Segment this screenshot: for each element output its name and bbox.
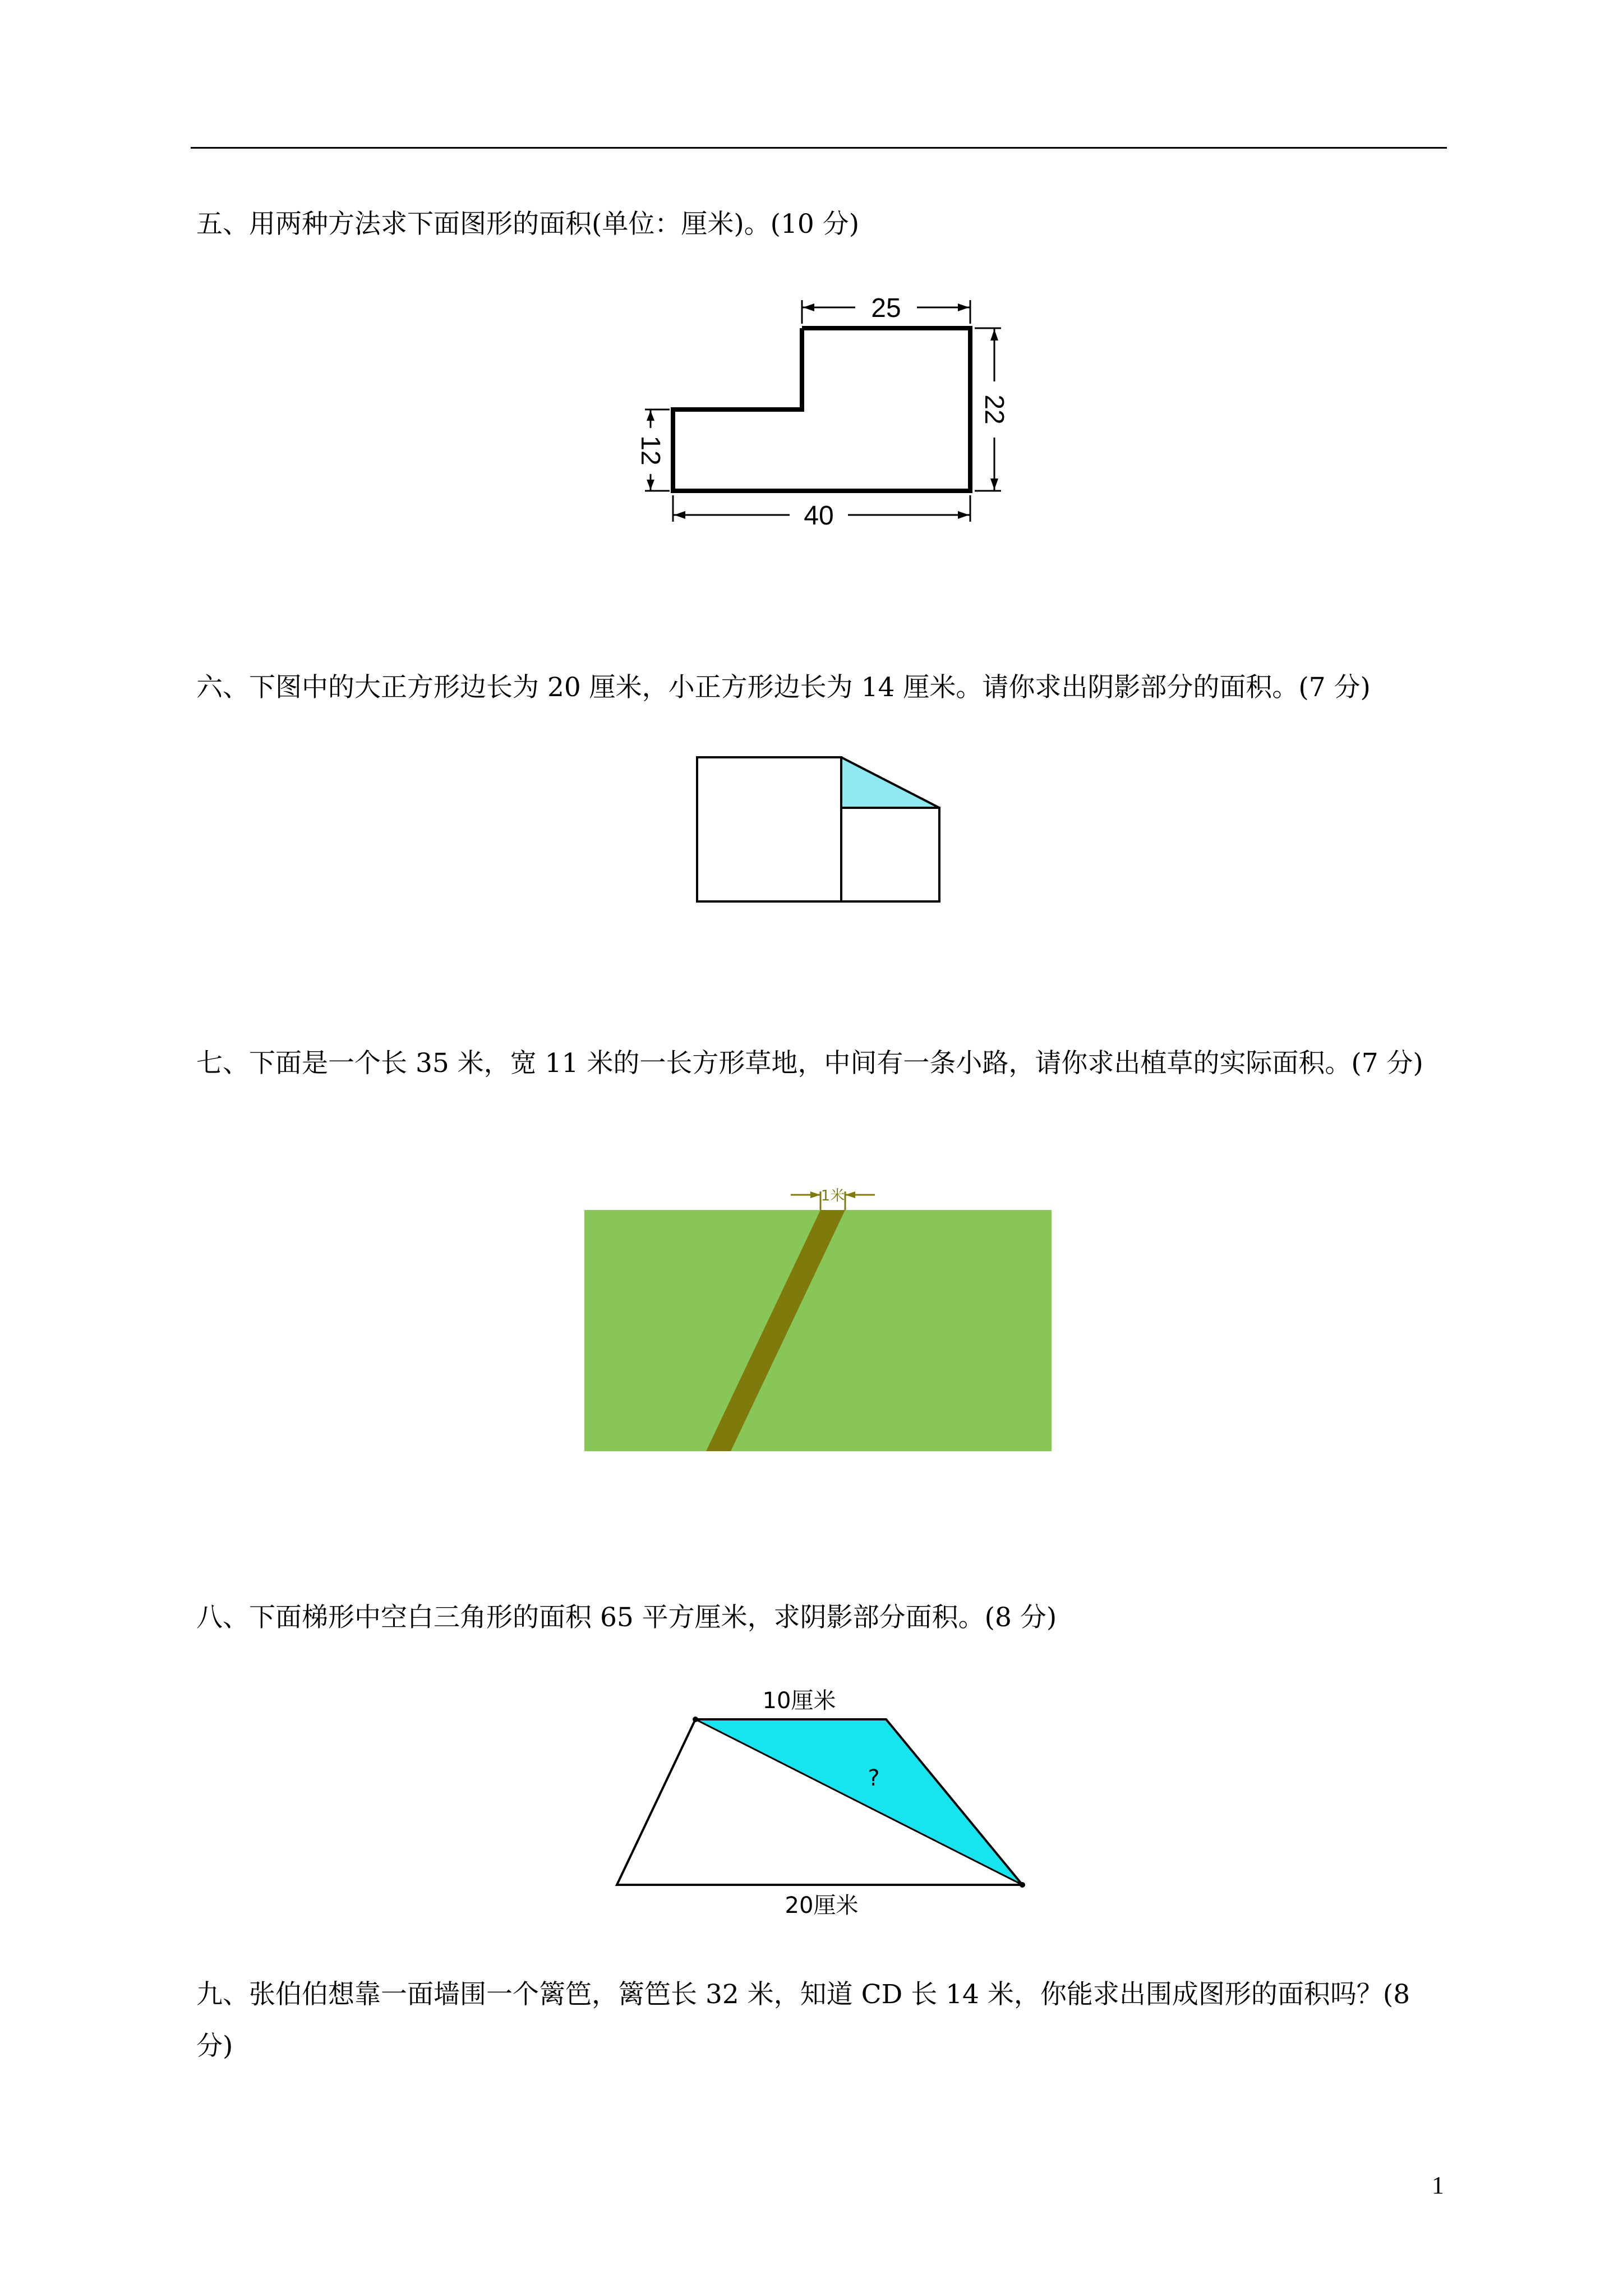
- squares-figure: [690, 752, 948, 914]
- shaded-area-label: ?: [868, 1765, 880, 1791]
- question-6: 六、下图中的大正方形边长为 20 厘米，小正方形边长为 14 厘米。请你求出阴影部分的面积。(7 分): [196, 672, 1371, 703]
- trapezoid-figure: [606, 1680, 1043, 1921]
- path-width-label: 1米: [820, 1188, 845, 1204]
- page-number: 1: [1432, 2171, 1444, 2199]
- question-5: 五、用两种方法求下面图形的面积(单位：厘米)。(10 分): [196, 209, 860, 240]
- bottom-base-label: 20厘米: [785, 1893, 859, 1918]
- dim-right-label: 22: [979, 394, 1009, 425]
- l-shape-figure: [617, 283, 1009, 541]
- header-rule: [191, 147, 1447, 149]
- question-9: 九、张伯伯想靠一面墙围一个篱笆，篱笆长 32 米，知道 CD 长 14 米，你能求出围成图形的面积吗？(8 分): [196, 1979, 1410, 2062]
- question-7: 七、下面是一个长 35 米，宽 11 米的一长方形草地，中间有一条小路，请你求出植草的实际面积。(7 分): [196, 1048, 1423, 1079]
- large-square: [697, 757, 841, 901]
- lawn-figure: [578, 1172, 1054, 1464]
- question-8: 八、下面梯形中空白三角形的面积 65 平方厘米，求阴影部分面积。(8 分): [196, 1602, 1057, 1633]
- dim-bottom-label: 40: [804, 501, 834, 531]
- l-shape-outline: [673, 328, 970, 491]
- top-base-label: 10厘米: [762, 1688, 836, 1714]
- small-square: [841, 808, 939, 901]
- dim-top-label: 25: [871, 293, 901, 323]
- dim-left-label: 12: [635, 435, 665, 466]
